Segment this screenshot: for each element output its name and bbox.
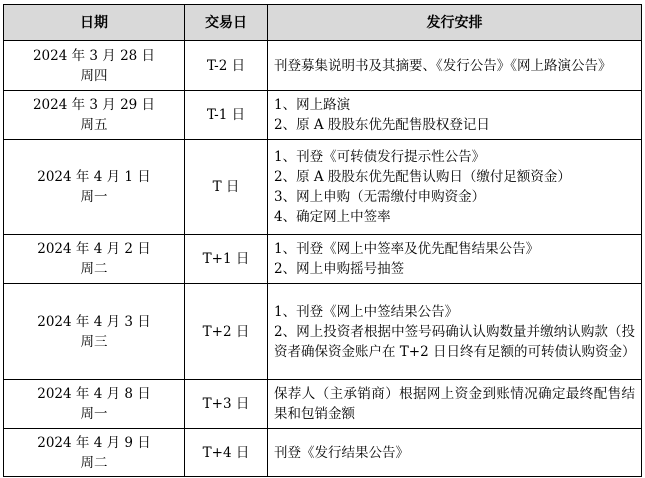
table-row — [4, 235, 642, 284]
trading-day-cell: T 日 — [185, 140, 268, 235]
table-row — [4, 284, 642, 380]
weekday-text: 周二 — [80, 454, 108, 471]
arrangement-item: 3、网上申购（无需缴付申购资金） — [274, 189, 486, 205]
date-text: 2024 年 4 月 2 日 — [37, 241, 151, 257]
trading-day-cell: T+3 日 — [185, 380, 268, 429]
date-text: 2024 年 3 月 28 日 — [32, 47, 156, 64]
trading-day-cell: T-2 日 — [185, 41, 268, 91]
table-row — [4, 41, 642, 91]
trading-day-cell: T-1 日 — [185, 91, 268, 140]
weekday-text: 周三 — [80, 333, 108, 350]
arrangement-item: 1、网上路演 — [274, 97, 351, 113]
arrangement-item: 2、网上投资者根据中签号码确认认购数量并缴纳认购款（投资者确保资金账户在 T+2 日日终有足额的可转债认购资金） — [274, 323, 636, 360]
arrangement-cell — [268, 429, 642, 477]
date-text: 2024 年 3 月 29 日 — [32, 97, 156, 113]
trading-day-cell: T+1 日 — [185, 235, 268, 284]
table-row — [4, 140, 642, 235]
arrangement-item: 1、刊登《网上中签结果公告》 — [274, 303, 459, 320]
date-cell — [4, 429, 185, 477]
weekday-text: 周五 — [80, 117, 108, 133]
date-text: 2024 年 4 月 1 日 — [37, 169, 151, 185]
arrangement-item: 2、原 A 股股东优先配售认购日（缴付足额资金） — [274, 169, 571, 185]
date-cell — [4, 235, 185, 284]
arrangement-item: 4、确定网上中签率 — [274, 209, 391, 225]
trading-day-cell: T+2 日 — [185, 284, 268, 380]
arrangement-cell — [268, 284, 642, 380]
weekday-text: 周一 — [80, 406, 108, 422]
arrangement-cell — [268, 235, 642, 284]
header-arrangement: 发行安排 — [268, 5, 642, 41]
arrangement-cell — [268, 41, 642, 91]
weekday-text: 周四 — [80, 67, 108, 84]
trading-day-cell: T+4 日 — [185, 429, 268, 477]
arrangement-item: 1、刊登《可转债发行提示性公告》 — [274, 149, 486, 165]
date-cell — [4, 380, 185, 429]
weekday-text: 周二 — [80, 261, 108, 277]
arrangement-item: 2、网上申购摇号抽签 — [274, 261, 405, 277]
arrangement-item: 2、原 A 股股东优先配售股权登记日 — [274, 117, 490, 133]
arrangement-cell — [268, 91, 642, 140]
date-cell — [4, 91, 185, 140]
arrangement-item: 刊登募集说明书及其摘要、《发行公告》《网上路演公告》 — [274, 57, 612, 74]
header-trading-day: 交易日 — [185, 5, 268, 41]
date-text: 2024 年 4 月 3 日 — [37, 313, 151, 330]
date-cell — [4, 284, 185, 380]
header-date: 日期 — [4, 5, 185, 41]
arrangement-item: 刊登《发行结果公告》 — [274, 444, 409, 461]
arrangement-item: 保荐人（主承销商）根据网上资金到账情况确定最终配售结果和包销金额 — [274, 386, 635, 422]
weekday-text: 周一 — [80, 189, 108, 205]
date-text: 2024 年 4 月 9 日 — [37, 434, 151, 451]
issuance-schedule-table — [3, 4, 642, 477]
date-cell — [4, 41, 185, 91]
date-text: 2024 年 4 月 8 日 — [37, 386, 151, 402]
table-row — [4, 91, 642, 140]
table-row — [4, 429, 642, 477]
table-row — [4, 380, 642, 429]
arrangement-cell — [268, 140, 642, 235]
date-cell — [4, 140, 185, 235]
table-header-row — [4, 5, 642, 41]
arrangement-item: 1、刊登《网上中签率及优先配售结果公告》 — [274, 241, 540, 257]
arrangement-cell — [268, 380, 642, 429]
